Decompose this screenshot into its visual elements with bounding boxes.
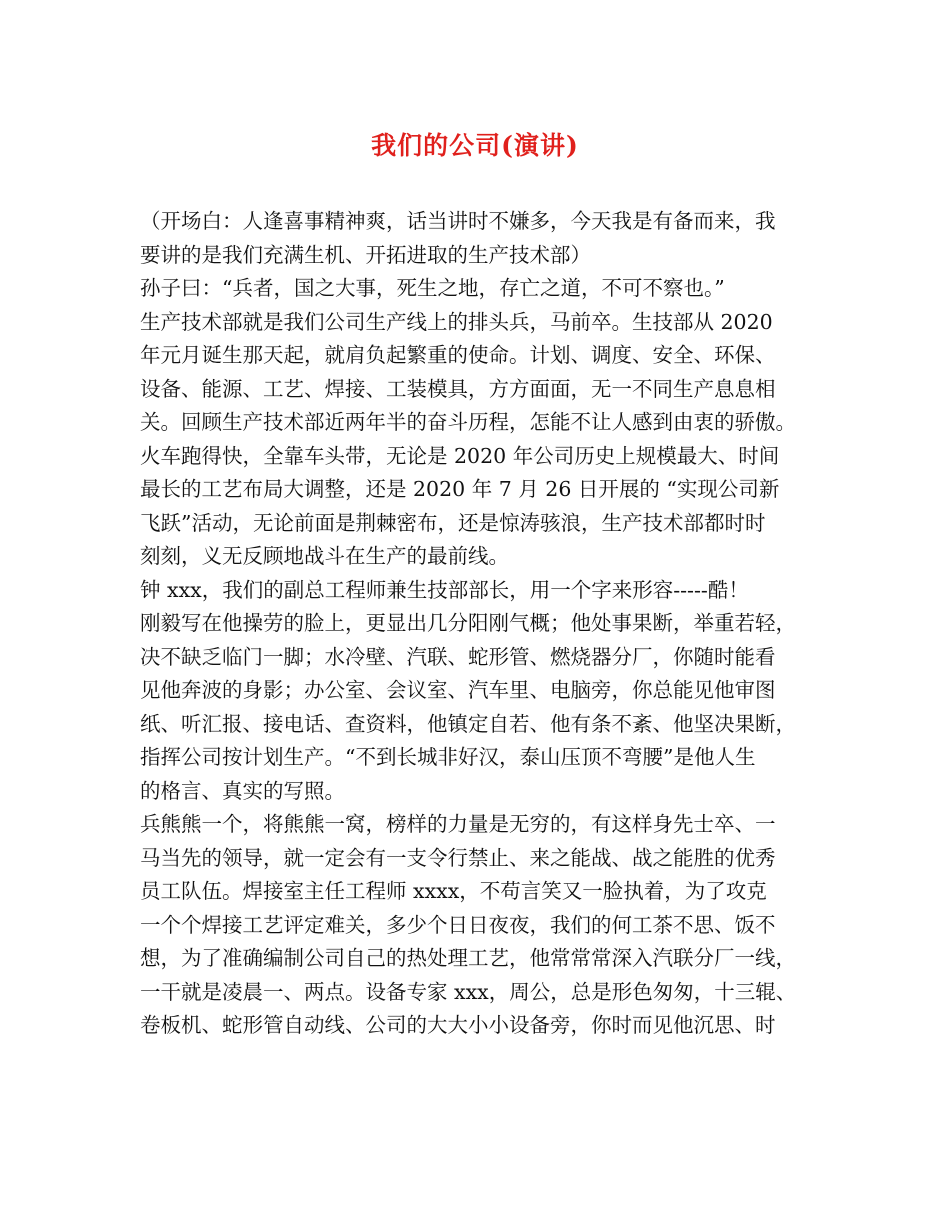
text-line: 员工队伍。焊接室主任工程师 xxxx，不苟言笑又一脸执着，为了攻克 (140, 879, 767, 903)
text-line: 想，为了准确编制公司自己的热处理工艺，他常常常深入汽联分厂一线， (140, 946, 796, 970)
text-line: 卷板机、蛇形管自动线、公司的大大小小设备旁，你时而见他沉思、时 (140, 1013, 776, 1037)
document-title: 我们的公司(演讲) (371, 131, 579, 160)
text-line: 刻刻，义无反顾地战斗在生产的最前线。 (140, 544, 509, 568)
text-line: 关。回顾生产技术部近两年半的奋斗历程，怎能不让人感到由衷的骄傲。 (140, 410, 796, 434)
text-line: 设备、能源、工艺、焊接、工装模具，方方面面，无一不同生产息息相 (140, 376, 776, 401)
text-line: 钟 xxx，我们的副总工程师兼生技部部长，用一个字来形容-----酷！ (140, 577, 749, 602)
text-line: 马当先的领导，就一定会有一支令行禁止、来之能战、战之能胜的优秀 (140, 845, 776, 870)
text-line: 纸、听汇报、接电话、查资料，他镇定自若、他有条不紊、他坚决果断， (140, 711, 796, 736)
text-line: 生产技术部就是我们公司生产线上的排头兵，马前卒。生技部从 2020 (140, 309, 773, 334)
text-line: 兵熊熊一个，将熊熊一窝，榜样的力量是无穷的，有这样身先士卒、一 (140, 812, 776, 836)
text-line: （开场白：人逢喜事精神爽，话当讲时不嫌多，今天我是有备而来，我 (140, 209, 776, 233)
text-line: 一个个焊接工艺评定难关，多少个日日夜夜，我们的何工茶不思、饭不 (140, 912, 776, 937)
text-line: 见他奔波的身影；办公室、会议室、汽车里、电脑旁，你总能见他审图 (140, 678, 776, 702)
text-line: 指挥公司按计划生产。“不到长城非好汉，泰山压顶不弯腰”是他人生 (140, 745, 756, 769)
text-line: 刚毅写在他操劳的脸上，更显出几分阳刚气概；他处事果断，举重若轻， (140, 611, 796, 635)
text-line: 一干就是凌晨一、两点。设备专家 xxx，周公，总是形色匆匆，十三辊、 (140, 979, 797, 1004)
text-line: 决不缺乏临门一脚；水冷壁、汽联、蛇形管、燃烧器分厂，你随时能看 (140, 644, 776, 669)
text-line: 最长的工艺布局大调整，还是 2020 年 7 月 26 日开展的 “实现公司新 (140, 477, 780, 501)
text-line: 年元月诞生那天起，就肩负起繁重的使命。计划、调度、安全、环保、 (140, 343, 776, 367)
text-line: 飞跃”活动，无论前面是荆棘密布，还是惊涛骇浪，生产技术部都时时 (140, 510, 766, 535)
text-line: 的格言、真实的写照。 (140, 778, 345, 803)
text-line: 孙子曰：“兵者，国之大事，死生之地，存亡之道，不可不察也。” (140, 276, 725, 300)
text-line: 要讲的是我们充满生机、开拓进取的生产技术部） (140, 242, 591, 267)
text-line: 火车跑得快，全靠车头带，无论是 2020 年公司历史上规模最大、时间 (140, 443, 780, 468)
document-body (140, 205, 830, 1043)
